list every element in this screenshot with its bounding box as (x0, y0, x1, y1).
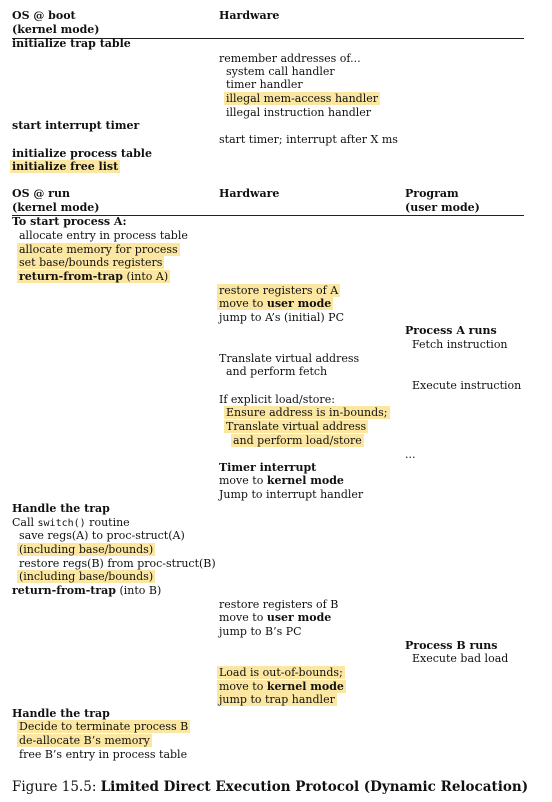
hw-move-user-mode-b-prefix: move to (219, 611, 267, 624)
prog-execute-bad-load: Execute bad load (412, 652, 509, 665)
os-call-switch-suffix: routine (85, 516, 130, 529)
hw-move-kernel-mode (219, 474, 344, 487)
os-return-from-trap-b (12, 584, 161, 597)
hw-timer-interrupt: Timer interrupt (219, 461, 317, 474)
hw-timer-handler: timer handler (226, 78, 303, 91)
os-init-process-table: initialize process table (12, 147, 152, 160)
os-alloc-entry: allocate entry in process table (19, 229, 188, 242)
os-decide-terminate-b: Decide to terminate process B (19, 720, 189, 733)
boot-os-subheader: (kernel mode) (12, 23, 100, 36)
hw-restore-regs-b: restore registers of B (219, 598, 339, 611)
hw-illegal-mem-handler: illegal mem-access handler (226, 92, 378, 105)
hw-move-user-mode-b (219, 611, 331, 624)
hw-syscall-handler: system call handler (226, 65, 335, 78)
os-save-regs-a: save regs(A) to proc-struct(A) (19, 529, 185, 542)
os-call-switch-code: switch() (37, 518, 86, 529)
hw-if-explicit-load: If explicit load/store: (219, 393, 335, 406)
hw-move-kernel-mode-keyword: kernel mode (266, 474, 344, 487)
hw-move-kernel-mode-2-prefix: move to (219, 680, 267, 693)
figure-caption (12, 779, 528, 795)
hw-perform-fetch: and perform fetch (226, 365, 328, 378)
run-prog-header: Program (405, 187, 459, 200)
run-os-subheader: (kernel mode) (12, 201, 100, 214)
hw-move-user-mode-a-prefix: move to (219, 297, 267, 310)
prog-ellipsis: ... (405, 448, 416, 461)
hw-jump-a-pc: jump to A’s (initial) PC (219, 311, 345, 324)
os-set-base-bounds: set base/bounds registers (19, 256, 163, 269)
os-restore-regs-b: restore regs(B) from proc-struct(B) (19, 557, 216, 570)
hw-perform-load-store: and perform load/store (233, 434, 362, 447)
hw-translate-va: Translate virtual address (219, 352, 360, 365)
os-return-from-trap-b-target: (into B) (116, 584, 162, 597)
prog-a-runs: Process A runs (405, 324, 497, 337)
hw-translate-va-2: Translate virtual address (226, 420, 367, 433)
os-init-trap-table: initialize trap table (12, 37, 131, 50)
hw-ensure-in-bounds: Ensure address is in-bounds; (226, 406, 388, 419)
os-init-free-list: initialize free list (12, 160, 119, 173)
os-call-switch-prefix: Call (12, 516, 38, 529)
os-return-from-trap-a (17, 270, 170, 283)
hw-jump-b-pc: jump to B’s PC (219, 625, 302, 638)
os-return-from-trap-a-target: (into A) (123, 270, 169, 283)
boot-hw-header: Hardware (219, 9, 280, 22)
figure-caption-text: Limited Direct Execution Protocol (Dynamic Relocation) (100, 779, 529, 795)
hw-move-kernel-mode-2-keyword: kernel mode (266, 680, 344, 693)
figure-caption-label: Figure 15.5: (12, 779, 97, 795)
prog-b-runs: Process B runs (405, 639, 498, 652)
run-os-header: OS @ run (12, 187, 70, 200)
hw-move-user-mode-a (217, 297, 333, 310)
run-prog-subheader: (user mode) (405, 201, 480, 214)
os-start-interrupt-timer: start interrupt timer (12, 119, 140, 132)
os-deallocate-b-memory: de-allocate B’s memory (19, 734, 150, 747)
prog-fetch-instruction: Fetch instruction (412, 338, 508, 351)
os-free-b-entry: free B’s entry in process table (19, 748, 188, 761)
os-including-base-bounds-1: (including base/bounds) (19, 543, 154, 556)
os-handle-trap-2: Handle the trap (12, 707, 110, 720)
os-call-switch (12, 516, 130, 530)
prog-execute-instruction: Execute instruction (412, 379, 522, 392)
os-return-from-trap-a-keyword: return-from-trap (19, 270, 123, 283)
run-hw-header: Hardware (219, 187, 280, 200)
os-including-base-bounds-2: (including base/bounds) (19, 570, 154, 583)
hw-restore-regs-a: restore registers of A (219, 284, 339, 297)
os-return-from-trap-b-keyword: return-from-trap (12, 584, 116, 597)
hw-move-kernel-mode-prefix: move to (219, 474, 267, 487)
os-handle-trap: Handle the trap (12, 502, 110, 515)
hw-jump-interrupt-handler: Jump to interrupt handler (219, 488, 364, 501)
hw-move-user-mode-a-keyword: user mode (266, 297, 332, 310)
hw-move-kernel-mode-2 (217, 680, 346, 693)
hw-illegal-instr-handler: illegal instruction handler (226, 106, 372, 119)
hw-load-out-of-bounds: Load is out-of-bounds; (219, 666, 343, 679)
hw-move-user-mode-b-keyword: user mode (266, 611, 332, 624)
hw-remember-addresses: remember addresses of... (219, 52, 361, 65)
boot-os-header: OS @ boot (12, 9, 76, 22)
os-alloc-memory: allocate memory for process (19, 243, 178, 256)
hw-jump-trap-handler: jump to trap handler (219, 693, 335, 706)
hw-start-timer: start timer; interrupt after X ms (219, 133, 398, 146)
os-to-start-a: To start process A: (12, 215, 127, 228)
